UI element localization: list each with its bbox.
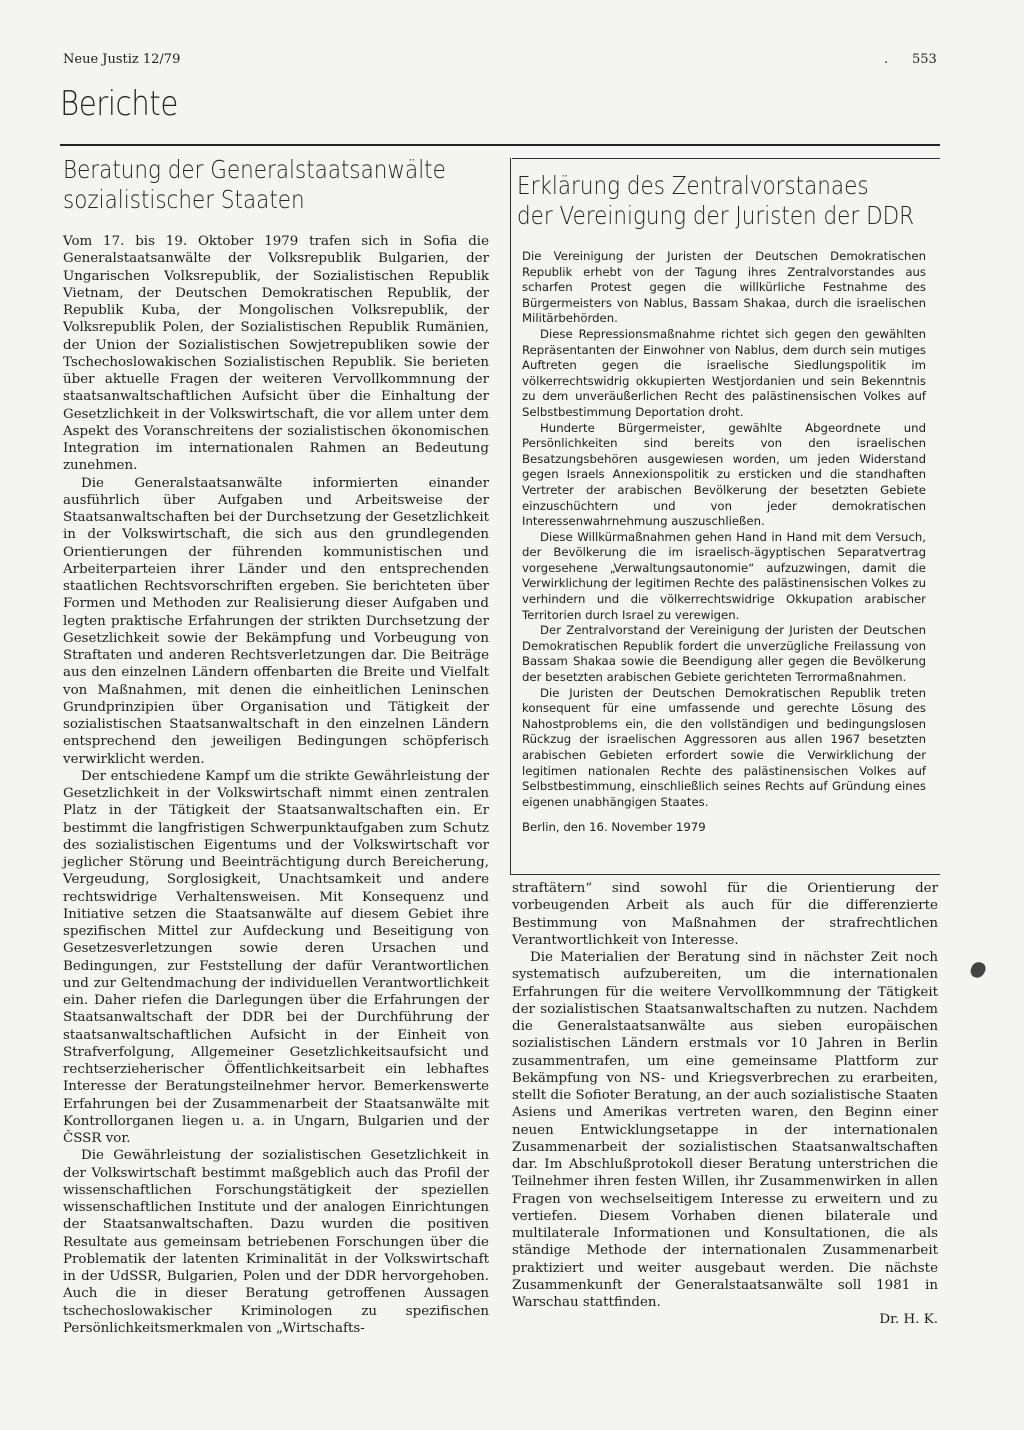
ink-blot <box>969 960 988 980</box>
article2-paragraph: Die Juristen der Deutschen Demokratischen Republik treten konsequent für eine umfassende und gerechte Lösung des Nahostproblems ein, die den vollständigen und bedingungslosen Rückzug der israelischen Aggressoren aus allen 1967 besetzten arabischen Gebieten erfordert sowie die Verwirklichung der legitimen nationalen Rechte des palästinensischen Volkes auf Selbstbestimmung, einschließlich seines Rechts auf Gründung eines eigenen unabhängigen Staates. <box>522 685 926 809</box>
article1-paragraph: Vom 17. bis 19. Oktober 1979 trafen sich in Sofia die Generalstaatsanwälte der Volksrepublik Bulgarien, der Ungarischen Volksrepublik, der Sozialistischen Republik Vietnam, der Deutschen Demokratischen Republik, der Republik Kuba, der Mongolischen Volksrepublik, der Volksrepublik Polen, der Sozialistischen Republik Rumänien, der Union der Sozialistischen Sowjetrepubliken sowie der Tschechoslowakischen Sozialistischen Republik. Sie berieten über aktuelle Fragen der weiteren Vervollkommnung der staatsanwaltschaftlichen Aufsicht über die Einhaltung der Gesetzlichkeit in der Volkswirtschaft, die vor allem unter dem Aspekt des Voranschreitens der sozialistischen ökonomischen Integration im internationalen Rahmen an Bedeutung zunehmen. <box>63 234 489 474</box>
box-bottom-rule <box>510 874 940 875</box>
box-top-rule <box>512 158 940 159</box>
article2-body <box>522 249 926 836</box>
article2-title-line2: der Vereinigung der Juristen der DDR <box>517 201 915 230</box>
article2-paragraph: Der Zentralvorstand der Vereinigung der Juristen der Deutschen Demokratischen Republik fordert die unverzügliche Freilassung von Bassam Shakaa sowie die Beendigung aller gegen die Bevölkerung der besetzten arabischen Gebiete gerichteten Terrormaßnahmen. <box>522 623 926 685</box>
article1-title-line2: sozialistischer Staaten <box>63 185 305 214</box>
top-rule <box>60 144 940 146</box>
article1-continuation-paragraph: straftätern“ sind sowohl für die Orientierung der vorbeugenden Arbeit als auch für die differenzierte Bestimmung von Maßnahmen der strafrechtlichen Verantwortlichkeit von Interesse. <box>512 881 938 948</box>
article1-body <box>63 233 489 1337</box>
header-dot: . <box>884 52 889 67</box>
article1-paragraph: Die Gewährleistung der sozialistischen Gesetzlichkeit in der Volkswirtschaft bestimmt maßgeblich auch das Profil der wissenschaftlichen Forschungstätigkeit der speziellen wissenschaftlichen Institute und der analogen Einrichtungen der Staatsanwaltschaften. Dazu wurden die positiven Resultate aus gemeinsam betriebenen Forschungen über die Problematik der latenten Kriminalität in der Volkswirtschaft in der UdSSR, Bulgarien, Polen und der DDR hervorgehoben. Auch die in dieser Beratung getroffenen Aussagen tschechoslowakischer Kriminologen zu spezifischen Persönlichkeitsmerkmalen von „Wirtschafts- <box>63 1148 489 1336</box>
article2-dateline: Berlin, den 16. November 1979 <box>522 820 706 835</box>
article1-paragraph: Die Generalstaatsanwälte informierten einander ausführlich über Aufgaben und Arbeitsweise der Staatsanwaltschaften bei der Durchsetzung der Gesetzlichkeit in der Volkswirtschaft, die sich aus den grundlegenden Orientierungen der führenden kommunistischen und Arbeiterparteien ihrer Länder und den entsprechenden staatlichen Rechtsvorschriften ergeben. Sie berichteten über Formen und Methoden zur Realisierung dieser Aufgaben und legten praktische Erfahrungen der strikten Durchsetzung der Gesetzlichkeit sowie der Bekämpfung und Vorbeugung von Straftaten und anderen Rechtsverletzungen dar. Die Beiträge aus den einzelnen Ländern offenbarten die Breite und Vielfalt von Maßnahmen, mit denen die einheitlichen Leninschen Grundprinzipien über Organisation und Tätigkeit der sozialistischen Staatsanwaltschaft in den einzelnen Ländern entsprechend den jeweiligen Bedingungen schöpferisch verwirklicht werden. <box>63 475 489 767</box>
page-number: 553 <box>912 52 937 67</box>
section-title: Berichte <box>60 84 178 124</box>
article2-title-line1: Erklärung des Zentralvorstanaes <box>517 171 869 200</box>
box-left-rule <box>510 158 511 874</box>
article1-title <box>63 155 446 215</box>
article1-continuation <box>512 880 938 1329</box>
article1-signature: Dr. H. K. <box>879 1312 938 1328</box>
journal-header: Neue Justiz 12/79 <box>63 52 181 67</box>
article1-paragraph: Der entschiedene Kampf um die strikte Gewährleistung der Gesetzlichkeit in der Volkswirtschaft nimmt einen zentralen Platz in der Tätigkeit der Staatsanwaltschaften ein. Er bestimmt die langfristigen Schwerpunktaufgaben zum Schutz des sozialistischen Eigentums und der Volkswirtschaft vor jeglicher Störung und Beeinträchtigung durch Bereicherung, Vergeudung, Sorglosigkeit, Unachtsamkeit und andere rechtswidrige Verhaltensweisen. Mit Konsequenz und Initiative setzen die Staatsanwälte auf diesem Gebiet ihre spezifischen Mittel zur Aufdeckung und Beseitigung von Gesetzesverletzungen sowie deren Ursachen und Bedingungen, zur Feststellung der dafür Verantwortlichen und zur Geltendmachung der individuellen Verantwortlichkeit ein. Daher riefen die Darlegungen über die Erfahrungen der Staatsanwaltschaft der DDR bei der Durchführung der staatsanwaltschaftlichen Aufsicht in der Einheit von Strafverfolgung, Allgemeiner Gesetzlichkeitsaufsicht und rechtserzieherischer Öffentlichkeitsarbeit ein lebhaftes Interesse der Beratungsteilnehmer hervor. Bemerkenswerte Erfahrungen bei der Zusammenarbeit der Staatsanwälte mit Kontrollorganen liegen u. a. in Ungarn, Bulgarien und der ČSSR vor. <box>63 768 489 1146</box>
article2-paragraph: Diese Repressionsmaßnahme richtet sich gegen den gewählten Repräsentanten der Einwohner von Nablus, dem durch sein mutiges Auftreten gegen die israelische Siedlungspolitik im völkerrechtswidrig okkupierten Westjordanien und sein Bekenntnis zu dem unveräußerlichen Recht des palästinensischen Volkes auf Selbstbestimmung Deportation droht. <box>522 326 926 419</box>
article1-continuation-paragraph: Die Materialien der Beratung sind in nächster Zeit noch systematisch aufzubereiten, um die internationalen Erfahrungen für die weitere Vervollkommnung der Tätigkeit der sozialistischen Staatsanwaltschaften zu nutzen. Nachdem die Generalstaatsanwälte aus sieben europäischen sozialistischen Ländern erstmals vor 10 Jahren in Berlin zusammentrafen, um eine gemeinsame Plattform zur Bekämpfung von NS- und Kriegsverbrechen zu erarbeiten, stellt die Sofioter Beratung, an der auch sozialistische Staaten Asiens und Amerikas vertreten waren, den Beginn einer neuen Entwicklungsetappe in der internationalen Zusammenarbeit der sozialistischen Staatsanwaltschaften dar. Im Abschlußprotokoll dieser Beratung unterstrichen die Teilnehmer ihren festen Willen, ihr Zusammenwirken in allen Fragen von wechselseitigem Interesse zu erweitern und zu vertiefen. Diesem Vorhaben dienen bilaterale und multilaterale Informationen und Konsultationen, die als ständige Methode der internationalen Zusammenarbeit praktiziert und weiter ausgebaut werden. Die nächste Zusammenkunft der Generalstaatsanwälte soll 1981 in Warschau stattfinden. <box>512 950 938 1310</box>
article2-paragraph: Diese Willkürmaßnahmen gehen Hand in Hand mit dem Versuch, der Bevölkerung die im israelisch-ägyptischen Separatvertrag vorgesehene „Verwaltungsautonomie“ aufzuzwingen, damit die Verwirklichung der legitimen Rechte des palästinensischen Volkes zu verhindern und die völkerrechtswidrige Okkupation arabischer Territorien durch Israel zu verewigen. <box>522 529 926 622</box>
article2-paragraph: Hunderte Bürgermeister, gewählte Abgeordnete und Persönlichkeiten sind bereits von den israelischen Besatzungsbehören ausgewiesen worden, um jeden Widerstand gegen Israels Annexionspolitik zu ersticken und die standhaften Vertreter der arabischen Bevölkerung der besetzten Gebiete einzuschüchtern und von jeder demokratischen Interessenwahrnehmung auszuschließen. <box>522 420 926 529</box>
article2-paragraph: Die Vereinigung der Juristen der Deutschen Demokratischen Republik erhebt von der Tagung ihres Zentralvorstandes aus scharfen Protest gegen die willkürliche Festnahme des Bürgermeisters von Nablus, Bassam Shakaa, durch die israelischen Militärbehörden. <box>522 249 926 326</box>
article1-title-line1: Beratung der Generalstaatsanwälte <box>63 155 446 184</box>
article2-title <box>517 171 914 231</box>
